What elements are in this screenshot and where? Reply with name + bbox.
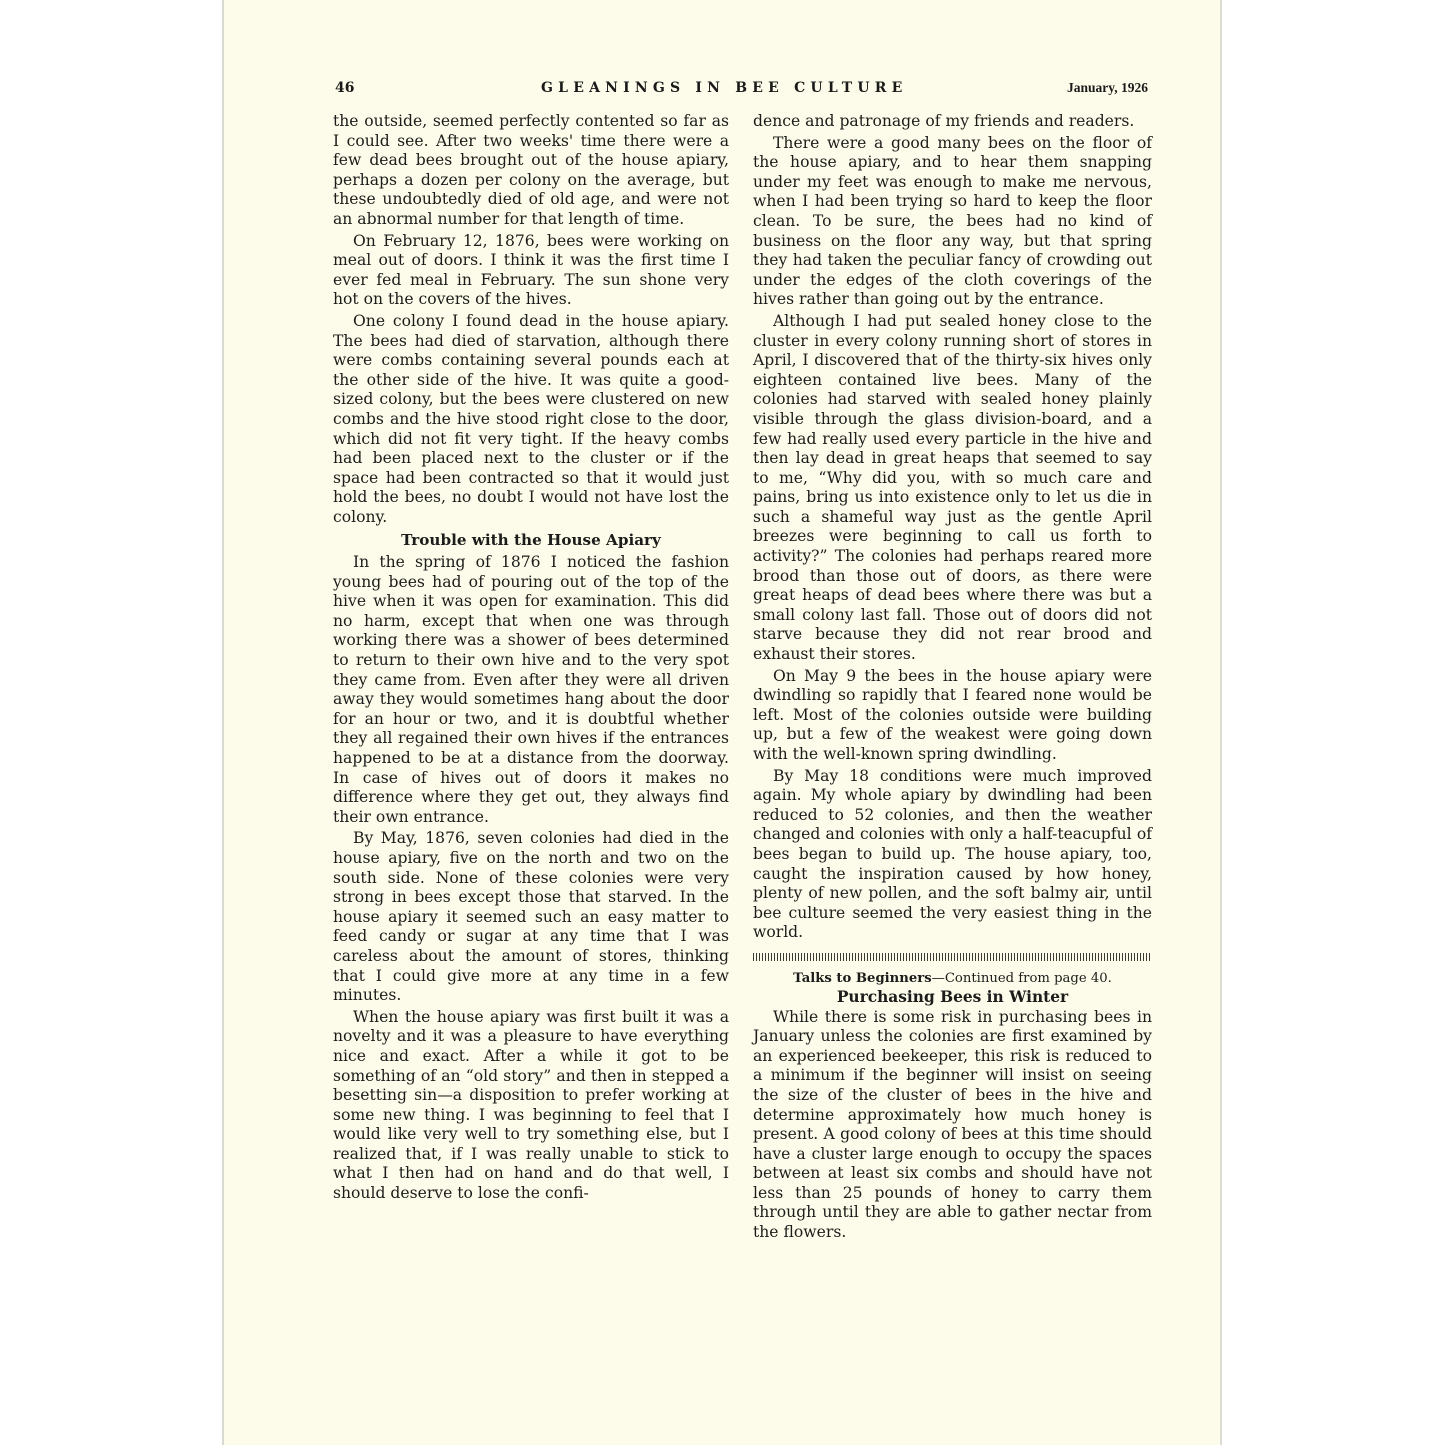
paragraph: In the spring of 1876 I noticed the fashion young bees had of pouring out of the top of the hive when it was open for examination. This did no harm, except that when one was through working there was a shower of bees determined to return to their own hive and to the very spot they came from. Even after they were all driven away they would sometimes hang about the door for an hour or two, and it is doubtful whether they all regained their own hives if the entrances happened to be at a distance from the doorway. In case of hives out of doors it makes no difference where they get out, they always find their own entrance. [333, 553, 729, 826]
right-column [753, 112, 1152, 1245]
section-heading: Trouble with the House Apiary [401, 531, 661, 550]
subheading: Purchasing Bees in Winter [836, 987, 1069, 1006]
running-header [333, 80, 1148, 100]
continuation-note [753, 969, 1152, 988]
paragraph: On May 9 the bees in the house apiary were dwindling so rapidly that I feared none would be left. Most of the colonies outside were building up, but a few of the weakest were going down with the well-known spring dwindling. [753, 666, 1152, 763]
paragraph: One colony I found dead in the house apiary. The bees had died of starvation, although there were combs containing several pounds each at the other side of the hive. It was quite a good-sized colony, but the bees were clustered on new combs and the hive stood right close to the door, which did not fit very tight. If the heavy combs had been placed next to the cluster or if the space had been contracted so that it would just hold the bees, no doubt I would not have lost the colony. [333, 311, 729, 526]
paragraph: On February 12, 1876, bees were working on meal out of doors. I think it was the first time I ever fed meal in February. The sun shone very hot on the covers of the hives. [333, 231, 729, 309]
paragraph: By May 18 conditions were much improved again. My whole apiary by dwindling had been reduced to 52 colonies, and then the weather changed and colonies with only a half-teacupful of bees began to build up. The house apiary, too, caught the inspiration caused by how honey, plenty of new pollen, and the soft balmy air, until bee culture seemed the very easiest thing in the world. [753, 766, 1152, 942]
left-column [333, 112, 729, 1206]
publication-title: GLEANINGS IN BEE CULTURE [541, 80, 908, 96]
issue-date: January, 1926 [1066, 80, 1148, 95]
paragraph: There were a good many bees on the floor of the house apiary, and to hear them snapping under my feet was enough to make me nervous, when I had been trying so hard to keep the floor clean. To be sure, the bees had no kind of business on the floor any way, but that spring they had taken the peculiar fancy of crowding out under the edges of the cloth coverings of the hives rather than going out by the entrance. [753, 133, 1152, 309]
page-number: 46 [335, 80, 355, 96]
continuation-series: Talks to Beginners [793, 970, 932, 986]
continuation-page-ref: —Continued from page 40. [931, 970, 1112, 986]
paragraph: By May, 1876, seven colonies had died in the house apiary, five on the north and two on the south side. None of these colonies were very strong in bees except those that starved. In the house apiary it seemed such an easy matter to feed candy or sugar at any time that I was careless about the amount of stores, thinking that I could give more at any time in a few minutes. [333, 829, 729, 1005]
paragraph: When the house apiary was first built it was a novelty and it was a pleasure to have everything nice and exact. After a while it got to be something of an “old story” and then in stepped a besetting sin—a disposition to prefer working at some new thing. I was beginning to feel that I would like very well to try something else, but I realized that, if I was really unable to stick to what I then had on hand and do that well, I should deserve to lose the confi- [333, 1007, 729, 1203]
paragraph: the outside, seemed perfectly contented so far as I could see. After two weeks' time there were a few dead bees brought out of the house apiary, perhaps a dozen per colony on the average, but these undoubtedly died of old age, and were not an abnormal number for that length of time. [333, 112, 729, 228]
paragraph: While there is some risk in purchasing bees in January unless the colonies are first examined by an experienced beekeeper, this risk is reduced to a minimum if the beginner will insist on seeing the size of the cluster of bees in the hive and determine approximately how much honey is present. A good colony of bees at this time should have a cluster large enough to occupy the spaces between at least six combs and should have not less than 25 pounds of honey to carry them through until they are able to gather nectar from the flowers. [753, 1007, 1152, 1242]
paragraph: dence and patronage of my friends and readers. [753, 112, 1135, 130]
paragraph: Although I had put sealed honey close to the cluster in every colony running short of stores in April, I discovered that of the thirty-six hives only eighteen contained live bees. Many of the colonies had starved with sealed honey plainly visible through the glass division-board, and a few had really used every particle in the hive and then lay dead in great heaps that seemed to say to me, “Why did you, with so much care and pains, bring us into existence only to let us die in such a shameful way just as the gentle April breezes were beginning to call us forth to activity?” The colonies had perhaps reared more brood than those out of doors, as there were great heaps of dead bees where there was but a small colony last fall. Those out of doors did not starve because they did not rear brood and exhaust their stores. [753, 311, 1152, 664]
ornamental-divider [753, 953, 1152, 961]
